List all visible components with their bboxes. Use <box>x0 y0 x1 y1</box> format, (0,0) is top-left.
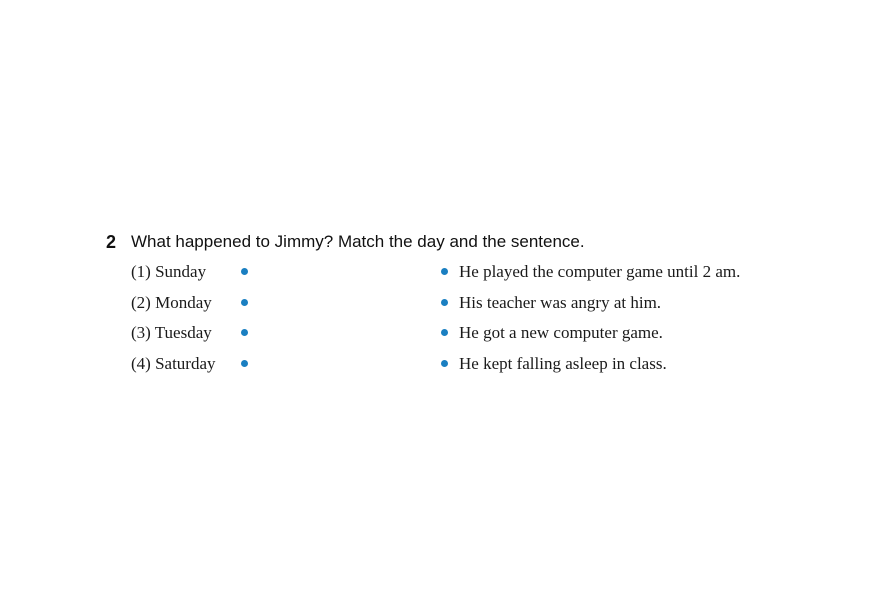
match-dot[interactable] <box>441 329 448 336</box>
question-number: 2 <box>106 232 117 252</box>
match-dot[interactable] <box>241 299 248 306</box>
match-dot[interactable] <box>441 299 448 306</box>
question-prompt: What happened to Jimmy? Match the day and the sentence. <box>131 232 585 251</box>
day-label: (4) Saturday <box>131 353 216 373</box>
sentence-label: He played the computer game until 2 am. <box>459 262 741 281</box>
day-label: (2) Monday <box>131 292 212 312</box>
sentence-item <box>438 349 868 380</box>
sentences-column <box>438 257 868 379</box>
match-dot[interactable] <box>441 268 448 275</box>
match-dot[interactable] <box>441 360 448 367</box>
day-item <box>131 288 271 319</box>
sentence-item <box>438 288 868 319</box>
sentence-label: His teacher was angry at him. <box>459 292 662 312</box>
sentence-item <box>438 257 868 288</box>
day-item <box>131 349 271 380</box>
match-dot[interactable] <box>241 360 248 367</box>
sentence-label: He kept falling asleep in class. <box>459 353 667 373</box>
day-item <box>131 318 271 349</box>
day-label: (1) Sunday <box>131 262 207 281</box>
sentence-item <box>438 318 868 349</box>
days-column <box>131 257 271 379</box>
sentence-label: He got a new computer game. <box>459 323 663 342</box>
match-dot[interactable] <box>241 329 248 336</box>
day-label: (3) Tuesday <box>131 323 212 342</box>
match-dot[interactable] <box>241 268 248 275</box>
day-item <box>131 257 271 288</box>
